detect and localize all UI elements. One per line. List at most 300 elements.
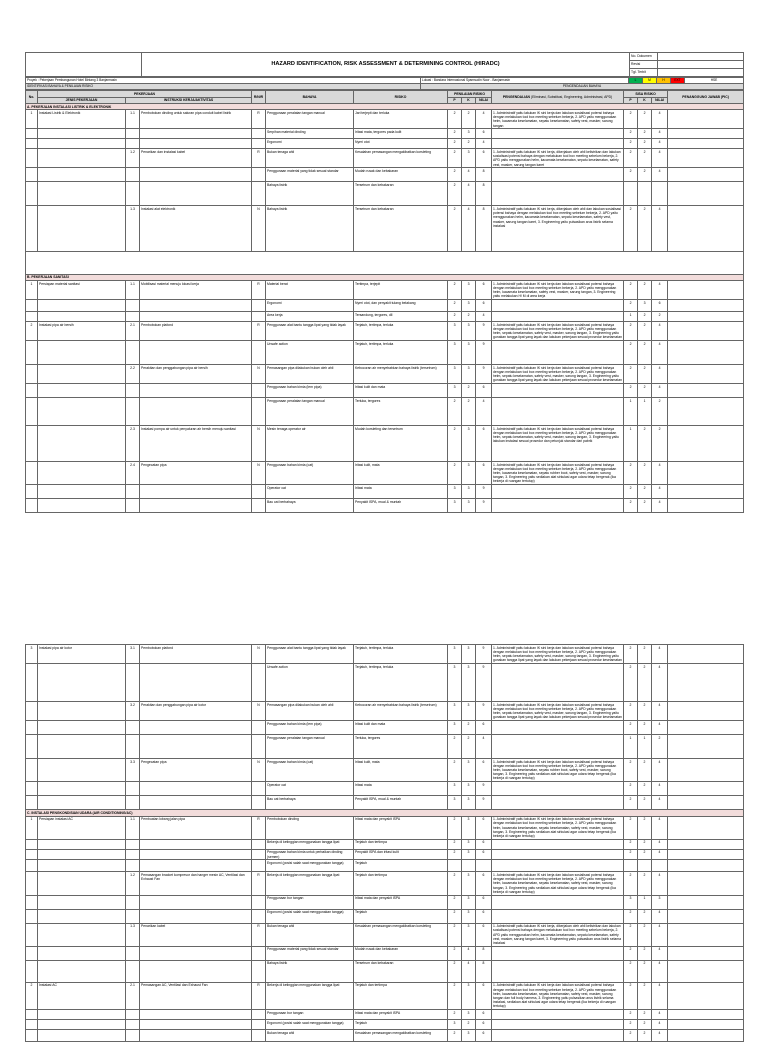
row-sisa-p: 2 xyxy=(624,364,638,383)
row-k: 3 xyxy=(462,702,476,721)
row-nilai: 8 xyxy=(476,960,492,982)
row-sub-no xyxy=(126,664,140,702)
row-no xyxy=(26,129,38,139)
row-instruksi xyxy=(140,946,252,960)
table-row xyxy=(26,1010,744,1020)
col-sisa-k: K xyxy=(638,97,652,103)
row-sisa-p: 2 xyxy=(624,149,638,168)
row-risiko: Kebocoran air menyebabkan bahaya listrik (tersetrum) xyxy=(354,364,448,383)
row-sisa-p: 2 xyxy=(624,110,638,129)
row-nilai: 6 xyxy=(476,721,492,735)
row-nilai: 4 xyxy=(476,139,492,149)
row-instruksi xyxy=(140,1010,252,1020)
row-sisa-k: 2 xyxy=(638,1030,652,1042)
row-risiko: Iritasi mata, tergores pada kulit xyxy=(354,129,448,139)
table-row xyxy=(26,499,744,513)
row-p: 3 xyxy=(448,1020,462,1030)
row-nilai: 9 xyxy=(476,664,492,702)
row-no xyxy=(26,664,38,702)
row-risiko: Mudah korsleting dan tersetrum xyxy=(354,425,448,461)
section-identifikasi: IDENTIFIKASI BAHAYA & PENILAIAN RISIKO xyxy=(26,84,421,90)
row-pic xyxy=(668,299,744,311)
row-rnr xyxy=(252,664,266,702)
row-p xyxy=(448,860,462,872)
row-p: 2 xyxy=(448,425,462,461)
row-sisa-nilai: 4 xyxy=(652,960,668,982)
row-bahaya: Bukan tenaga ahli xyxy=(266,923,354,946)
row-risiko: Mudah rusak dan kebakaran xyxy=(354,168,448,182)
row-p: 2 xyxy=(448,110,462,129)
row-sisa-nilai: 4 xyxy=(652,721,668,735)
row-no xyxy=(26,849,38,860)
legend-high: H xyxy=(657,78,671,84)
row-p: 2 xyxy=(448,149,462,168)
row-sisa-k: 2 xyxy=(638,759,652,782)
row-pic xyxy=(668,383,744,397)
row-p: 2 xyxy=(448,839,462,849)
row-p: 2 xyxy=(448,982,462,1009)
row-no xyxy=(26,206,38,252)
row-pic xyxy=(668,461,744,484)
row-sub-no: 2.1 xyxy=(126,982,140,1009)
row-sub-no: 3.2 xyxy=(126,702,140,721)
table-row xyxy=(26,311,744,321)
row-nilai: 9 xyxy=(476,321,492,340)
row-nilai: 6 xyxy=(476,849,492,860)
row-sisa-k: 2 xyxy=(638,461,652,484)
row-k: 4 xyxy=(462,168,476,182)
row-sisa-p: 2 xyxy=(624,340,638,364)
tgl-terbit-label: Tgl. Terbit xyxy=(630,69,658,77)
row-no xyxy=(26,425,38,461)
row-p: 2 xyxy=(448,923,462,946)
row-pic xyxy=(668,321,744,340)
row-pic xyxy=(668,206,744,252)
row-pengendalian: 1. Administratif yaitu lakukan IK sini kerja dan lakukan sosialisasi potensi bahaya dengan melakukan tool box meeting sebelum bekerja, 2. APD yaitu menggunakan helm, kacamata keselamatan, safety vest, masker, sarung tangan, 3. Engineering yaitu melakukan H/ M di area kerja xyxy=(492,280,624,299)
row-p: 2 xyxy=(448,461,462,484)
row-rnr xyxy=(252,485,266,499)
row-sisa-k: 2 xyxy=(638,816,652,839)
table-row xyxy=(26,909,744,923)
row-sisa-k: 2 xyxy=(638,139,652,149)
project-name: Proyek : Pekerjaan Pembangunan Hotel Bintang 3 Banjarmasin xyxy=(26,78,421,84)
row-bahaya: Penggunaan material yang tidak sesuai standar xyxy=(266,168,354,182)
row-bahaya: Penggunaan bahan kimia (cat) xyxy=(266,461,354,484)
row-bahaya: Bekerja di ketinggian menggunakan tangga lipat xyxy=(266,839,354,849)
row-instruksi xyxy=(140,299,252,311)
row-sisa-p: 2 xyxy=(624,923,638,946)
row-p: 2 xyxy=(448,895,462,909)
row-pic xyxy=(668,664,744,702)
row-sisa-k: 2 xyxy=(638,425,652,461)
row-p: 2 xyxy=(448,129,462,139)
row-nilai: 6 xyxy=(476,299,492,311)
row-nilai: 6 xyxy=(476,872,492,895)
row-jenis-pekerjaan xyxy=(38,182,126,206)
row-bahaya: Penggunaan bahan kimia (cat) xyxy=(266,759,354,782)
row-rnr xyxy=(252,796,266,810)
row-k: 3 xyxy=(462,485,476,499)
row-nilai: 6 xyxy=(476,759,492,782)
row-risiko: Terjatuh, tertimpa, terluka xyxy=(354,664,448,702)
row-jenis-pekerjaan xyxy=(38,340,126,364)
row-sisa-p: 2 xyxy=(624,849,638,860)
row-k xyxy=(462,860,476,872)
row-jenis-pekerjaan xyxy=(38,895,126,909)
col-pengendalian: PENGENDALIAN (Eliminasi, Substitusi, Engineering, Administrasi, APD) xyxy=(492,91,624,104)
row-sisa-p: 2 xyxy=(624,839,638,849)
col-no: No. xyxy=(26,91,38,104)
row-pengendalian xyxy=(492,860,624,872)
row-jenis-pekerjaan xyxy=(38,721,126,735)
row-pengendalian: 1. Administratif yaitu lakukan IK sini kerja dan lakukan sosialisasi potensi bahaya dengan melakukan tool box meeting sebelum bekerja, 2. APD yaitu menggunakan helm, kacamata keselamatan, sepatu rubber boot, safety vest, masker, sarung tangan, 3. Engineering yaitu sediakan alat sirkulasi agar udara tetap bergerak (ika bekerja di ruangan tertutup) xyxy=(492,759,624,782)
row-no xyxy=(26,383,38,397)
row-jenis-pekerjaan xyxy=(38,735,126,759)
row-bahaya: Bahaya listrik xyxy=(266,206,354,252)
row-rnr xyxy=(252,168,266,182)
row-jenis-pekerjaan xyxy=(38,485,126,499)
row-sub-no xyxy=(126,1010,140,1020)
document-header-table xyxy=(25,52,744,77)
row-risiko: Kesalahan pemasangan mengakibatkan korsleting xyxy=(354,1030,448,1042)
table-row xyxy=(26,129,744,139)
row-sisa-nilai: 4 xyxy=(652,168,668,182)
document-title: HAZARD IDENTIFICATION, RISK ASSESSMENT & DETERMINING CONTROL (HIRADC) xyxy=(142,53,630,77)
row-sisa-p: 2 xyxy=(624,759,638,782)
row-sisa-p: 2 xyxy=(624,982,638,1009)
row-no xyxy=(26,397,38,425)
row-p: 2 xyxy=(448,311,462,321)
row-sisa-p: 2 xyxy=(624,485,638,499)
row-instruksi xyxy=(140,895,252,909)
row-instruksi xyxy=(140,664,252,702)
row-sisa-nilai: 4 xyxy=(652,782,668,796)
row-instruksi: Instalasi alat elektronik xyxy=(140,206,252,252)
row-sisa-p: 2 xyxy=(624,960,638,982)
row-bahaya: Penggunaan peralatan tangan manual xyxy=(266,110,354,129)
row-risiko: Iritasi mata dan penyakit ISPA xyxy=(354,1010,448,1020)
row-pengendalian: 1. Administratif yaitu lakukan IK sini kerja, dikerjakan oleh ahli kelistrikan dan lakukan sosialisasi potensi bahaya dengan melakukan tool box meeting sebelum bekerja, 2. APD yaitu menggunakan helm, kacamata keselamatan, sepatu keselamatan, safety vest, masker, sarung tangan karet xyxy=(492,149,624,168)
row-bahaya: Operator cat xyxy=(266,782,354,796)
row-instruksi: Pembobokan plafond xyxy=(140,321,252,340)
row-no xyxy=(26,168,38,182)
row-k: 3 xyxy=(462,796,476,810)
row-sisa-nilai: 4 xyxy=(652,340,668,364)
table-row xyxy=(26,796,744,810)
row-k: 3 xyxy=(462,321,476,340)
row-sub-no: 1.1 xyxy=(126,280,140,299)
row-sisa-nilai: 4 xyxy=(652,872,668,895)
row-sisa-k: 2 xyxy=(638,909,652,923)
row-pengendalian: 1. Administratif yaitu lakukan IK sini kerja dan lakukan sosialisasi potensi bahaya dengan melakukan tool box meeting sebelum bekerja, 2. APD yaitu menggunakan helm, sepatu keselamatan, safety vest, masker, sarung tangan, 3. Engineering yaitu gunakan tangga lipat yang layak dan lakukan pekerjaan sesuai prosedur keselamatan xyxy=(493,322,622,340)
col-instruksi-kerja: INSTRUKSI KERJA/AKTIVITAS xyxy=(126,97,252,103)
row-risiko: Terjatuh dan tertimpa xyxy=(354,839,448,849)
row-pengendalian xyxy=(492,311,624,321)
row-sub-no: 1.1 xyxy=(126,816,140,839)
row-pengendalian: 1. Administratif yaitu lakukan IK sini kerja dan lakukan sosialisasi potensi bahaya dengan melakukan tool box meeting sebelum bekerja, 2. APD yaitu menggunakan helm, kacamata keselamatan, sepatu keselamatan, safety vest, masker, sarung tangan, 3. Engineering yaitu sediakan alat sirkulasi agar udara tetap bergerak (ika bekerja di ruangan tertutup) xyxy=(492,872,624,895)
section-a-title: A. PEKERJAAN INSTALASI LISTRIK & ELEKTRONIK xyxy=(26,103,744,109)
row-sisa-nilai: 4 xyxy=(652,485,668,499)
row-sisa-p: 3 xyxy=(624,895,638,909)
row-pengendalian xyxy=(492,895,624,909)
row-risiko: Terjatuh, tertimpa, terluka xyxy=(354,340,448,364)
row-pengendalian xyxy=(492,839,624,849)
row-nilai: 9 xyxy=(476,702,492,721)
row-k: 2 xyxy=(462,735,476,759)
row-nilai: 6 xyxy=(476,1020,492,1030)
row-no xyxy=(26,1020,38,1030)
row-sub-no xyxy=(126,499,140,513)
row-k: 2 xyxy=(462,397,476,425)
row-rnr xyxy=(252,129,266,139)
row-rnr: N xyxy=(252,702,266,721)
row-sub-no xyxy=(126,782,140,796)
table-row xyxy=(26,960,744,982)
row-rnr xyxy=(252,849,266,860)
row-sub-no xyxy=(126,1030,140,1042)
hiradc-table-1 xyxy=(25,90,744,513)
row-risiko: Penyakit ISPA dan iritasi kulit xyxy=(354,849,448,860)
row-p: 2 xyxy=(448,849,462,860)
col-pengendalian-note: (Eliminasi, Substitusi, Engineering, Administrasi, APD) xyxy=(530,94,613,99)
row-pic xyxy=(668,895,744,909)
row-risiko: Tersetrum dan kebakaran xyxy=(354,182,448,206)
row-sisa-nilai: 4 xyxy=(652,383,668,397)
row-pic xyxy=(668,759,744,782)
row-rnr xyxy=(252,782,266,796)
row-sisa-k: 2 xyxy=(638,645,652,664)
row-jenis-pekerjaan xyxy=(38,839,126,849)
row-jenis-pekerjaan: Instalasi pipa air kotor xyxy=(38,645,126,664)
table-row xyxy=(26,168,744,182)
row-k: 3 xyxy=(462,664,476,702)
row-p: 2 xyxy=(448,397,462,425)
row-jenis-pekerjaan xyxy=(38,860,126,872)
row-sub-no: 1.2 xyxy=(126,872,140,895)
row-p: 2 xyxy=(448,735,462,759)
row-sisa-p: 2 xyxy=(624,383,638,397)
col-p: P xyxy=(448,97,462,103)
row-sub-no xyxy=(126,895,140,909)
row-risiko: Kebocoran air menyebabkan bahaya listrik (tersetrum) xyxy=(354,702,448,721)
row-instruksi xyxy=(140,383,252,397)
row-sub-no: 1.3 xyxy=(126,206,140,252)
row-pic xyxy=(668,782,744,796)
hiradc-table-2 xyxy=(25,644,744,1042)
row-pengendalian: 1. Administratif yaitu lakukan IK sini kerja, dikerjakan oleh ahli dan lakukan sosialisasi potensi bahaya dengan melakukan tool box meeting sebelum bekerja, 2. APD yaitu menggunakan helm, kacamata keselamatan, sepatu keselamatan, safety vest, masker, sarung tangan karet, 3. Engineering yaitu pulsasikan arus listrik selama instalasi xyxy=(492,206,624,252)
row-risiko: Iritasi kulit dan mata xyxy=(354,721,448,735)
row-jenis-pekerjaan xyxy=(38,149,126,168)
row-sisa-p: 1 xyxy=(624,397,638,425)
row-rnr xyxy=(252,1020,266,1030)
row-pengendalian: 1. Administratif yaitu lakukan IK sini kerja, dikerjakan oleh ahli kelistrikan dan lakukan sosialisasi potensi bahaya dengan melakukan tool box meeting sebelum bekerja, 2. APD yaitu menggunakan helm, kacamata keselamatan, sepatu keselamatan, safety vest, masker, sarung tangan karet, 3. Engineering yaitu pulsasikan arus listrik selama instalasi xyxy=(492,923,624,946)
row-pic xyxy=(668,139,744,149)
row-nilai: 6 xyxy=(476,895,492,909)
row-sisa-p: 2 xyxy=(624,664,638,702)
row-nilai: 4 xyxy=(476,110,492,129)
table-row xyxy=(26,340,744,364)
row-k: 2 xyxy=(462,721,476,735)
row-risiko: Kesalahan pemasangan mengakibatkan korsleting xyxy=(354,923,448,946)
row-nilai: 8 xyxy=(476,182,492,206)
row-sisa-k: 3 xyxy=(638,299,652,311)
row-sub-no xyxy=(126,1020,140,1030)
row-sisa-nilai: 4 xyxy=(652,280,668,299)
row-pic xyxy=(668,182,744,206)
row-sisa-nilai: 4 xyxy=(652,1030,668,1042)
row-bahaya: Bukan tenaga ahli xyxy=(266,149,354,168)
row-rnr: R xyxy=(252,872,266,895)
row-sisa-nilai: 4 xyxy=(652,364,668,383)
row-p: 2 xyxy=(448,206,462,252)
row-nilai: 6 xyxy=(476,923,492,946)
row-risiko: Mudah rusak dan kebakaran xyxy=(354,946,448,960)
row-k: 4 xyxy=(462,946,476,960)
row-jenis-pekerjaan: Persiapan material sanitasi xyxy=(38,280,126,299)
row-pic xyxy=(668,860,744,872)
row-risiko: Terluka, tergores xyxy=(354,397,448,425)
row-pic xyxy=(668,340,744,364)
row-nilai: 9 xyxy=(476,364,492,383)
row-risiko: Tersandung, tergores, dll xyxy=(354,311,448,321)
row-pic xyxy=(668,149,744,168)
row-sub-no xyxy=(126,909,140,923)
row-sub-no xyxy=(126,485,140,499)
row-p: 3 xyxy=(448,782,462,796)
row-risiko: Penyakit ISPA, mual & muntah xyxy=(354,796,448,810)
row-jenis-pekerjaan xyxy=(38,702,126,721)
row-no xyxy=(26,149,38,168)
row-pic xyxy=(668,735,744,759)
row-nilai: 8 xyxy=(476,168,492,182)
row-k: 4 xyxy=(462,182,476,206)
row-sisa-nilai xyxy=(652,182,668,206)
table-row xyxy=(26,872,744,895)
row-instruksi: Penarikan kabel xyxy=(140,923,252,946)
row-sisa-nilai: 4 xyxy=(652,645,668,664)
row-bahaya: Penggunaan alat bantu tangga lipat yang tidak layak xyxy=(266,645,354,664)
row-jenis-pekerjaan xyxy=(38,364,126,383)
row-sub-no xyxy=(126,946,140,960)
row-bahaya: Penggunaan bahan kimia (lem pipa) xyxy=(266,383,354,397)
row-sisa-k: 2 xyxy=(638,702,652,721)
row-sisa-k: 2 xyxy=(638,485,652,499)
row-sisa-p: 2 xyxy=(624,499,638,513)
row-jenis-pekerjaan xyxy=(38,1030,126,1042)
row-sisa-nilai: 4 xyxy=(652,796,668,810)
row-pengendalian xyxy=(492,1020,624,1030)
row-pic xyxy=(668,960,744,982)
tgl-terbit-value xyxy=(658,69,744,77)
row-jenis-pekerjaan xyxy=(38,782,126,796)
row-sisa-p: 2 xyxy=(624,280,638,299)
row-pengendalian: 1. Administratif yaitu lakukan IK sini kerja dan lakukan sosialisasi potensi bahaya dengan melakukan tool box meeting sebelum bekerja, 2. APD yaitu menggunakan helm, sepatu keselamatan, safety vest, masker, sarung tangan, 3. Engineering yaitu lakukan instalasi sesuai prosedur dan petunjuk standar dari pabrik xyxy=(492,425,624,461)
row-sisa-p xyxy=(624,860,638,872)
section-c-title: C. INSTALASI PENGKONDISIAN UDARA (AIR CONDITIONING/AC) xyxy=(26,810,744,816)
row-pengendalian xyxy=(492,664,624,702)
row-sisa-k: 2 xyxy=(638,280,652,299)
row-sisa-p: 2 xyxy=(624,946,638,960)
legend-extreme: EXT xyxy=(671,78,685,84)
row-bahaya: Area kerja xyxy=(266,311,354,321)
row-bahaya: Penggunaan bor tangan xyxy=(266,1010,354,1020)
row-rnr: R xyxy=(252,280,266,299)
row-sisa-p: 2 xyxy=(624,461,638,484)
row-jenis-pekerjaan xyxy=(38,872,126,895)
row-p: 2 xyxy=(448,816,462,839)
row-k: 3 xyxy=(462,839,476,849)
row-no: 2 xyxy=(26,982,38,1009)
row-k: 4 xyxy=(462,960,476,982)
row-bahaya: Penggunaan material yang tidak sesuai standar xyxy=(266,946,354,960)
row-sisa-nilai: 4 xyxy=(652,759,668,782)
row-instruksi: Pengecatan pipa xyxy=(140,759,252,782)
row-no xyxy=(26,311,38,321)
row-sub-no xyxy=(126,721,140,735)
row-pic xyxy=(668,721,744,735)
row-instruksi: Mobilisasi material menuju lokasi kerja xyxy=(140,280,252,299)
row-pic xyxy=(668,499,744,513)
row-no xyxy=(26,364,38,383)
row-sisa-nilai: 4 xyxy=(652,129,668,139)
row-pengendalian: 1. Administratif yaitu lakukan IK sini kerja dan lakukan sosialisasi potensi bahaya dengan melakukan tool box meeting sebelum bekerja, 2. APD yaitu menggunakan helm, kacamata keselamatan, sepatu rubber boot, safety vest, masker, sarung tangan, 3. Engineering yaitu sediakan alat sirkulasi agar udara tetap bergerak (ika bekerja di ruangan tertutup) xyxy=(492,461,624,484)
row-risiko: Iritasi mata dan penyakit ISPA xyxy=(354,816,448,839)
row-jenis-pekerjaan xyxy=(38,311,126,321)
row-instruksi xyxy=(140,839,252,849)
row-sisa-k: 2 xyxy=(638,311,652,321)
row-k: 3 xyxy=(462,299,476,311)
row-rnr xyxy=(252,1010,266,1020)
row-instruksi xyxy=(140,397,252,425)
row-sisa-p: 1 xyxy=(624,735,638,759)
row-pengendalian: 1. Administratif yaitu lakukan IK sini kerja dan lakukan sosialisasi potensi bahaya dengan melakukan tool box meeting sebelum bekerja, 2. APD yaitu menggunakan helm, kacamata keselamatan, sepatu keselamatan, safety vest, masker, sarung tangan xyxy=(492,110,624,129)
row-no xyxy=(26,759,38,782)
row-instruksi: Pembobokan dinding untuk saluran pipa conduit kabel listrik xyxy=(140,110,252,129)
row-p: 3 xyxy=(448,340,462,364)
row-pic xyxy=(668,849,744,860)
row-p: 3 xyxy=(448,645,462,664)
row-no xyxy=(26,485,38,499)
col-k: K xyxy=(462,97,476,103)
row-bahaya: Pembobokan dinding xyxy=(266,816,354,839)
row-p: 3 xyxy=(448,796,462,810)
row-sisa-p: 2 xyxy=(624,796,638,810)
row-bahaya: Pemasangan pipa dilakukan bukan oleh ahli xyxy=(266,702,354,721)
row-k: 2 xyxy=(462,139,476,149)
row-pic xyxy=(668,168,744,182)
row-sisa-k: 1 xyxy=(638,397,652,425)
row-instruksi xyxy=(140,721,252,735)
row-jenis-pekerjaan xyxy=(38,1010,126,1020)
row-k: 3 xyxy=(462,849,476,860)
project-info-table xyxy=(25,77,744,90)
row-sisa-k: 2 xyxy=(638,839,652,849)
row-pengendalian xyxy=(492,735,624,759)
row-sisa-k: 2 xyxy=(638,946,652,960)
row-rnr xyxy=(252,397,266,425)
section-pengendalian: PENGENDALIAN BAHAYA xyxy=(421,84,744,90)
row-rnr: R xyxy=(252,816,266,839)
row-k: 3 xyxy=(462,461,476,484)
row-jenis-pekerjaan xyxy=(38,299,126,311)
row-risiko: Iritasi kulit dan mata xyxy=(354,383,448,397)
row-bahaya: Ergonomi (posisi salah saat menggunakan tangga) xyxy=(266,909,354,923)
row-p: 3 xyxy=(448,721,462,735)
row-rnr xyxy=(252,499,266,513)
row-pic xyxy=(668,909,744,923)
row-p: 3 xyxy=(448,664,462,702)
row-jenis-pekerjaan xyxy=(38,383,126,397)
